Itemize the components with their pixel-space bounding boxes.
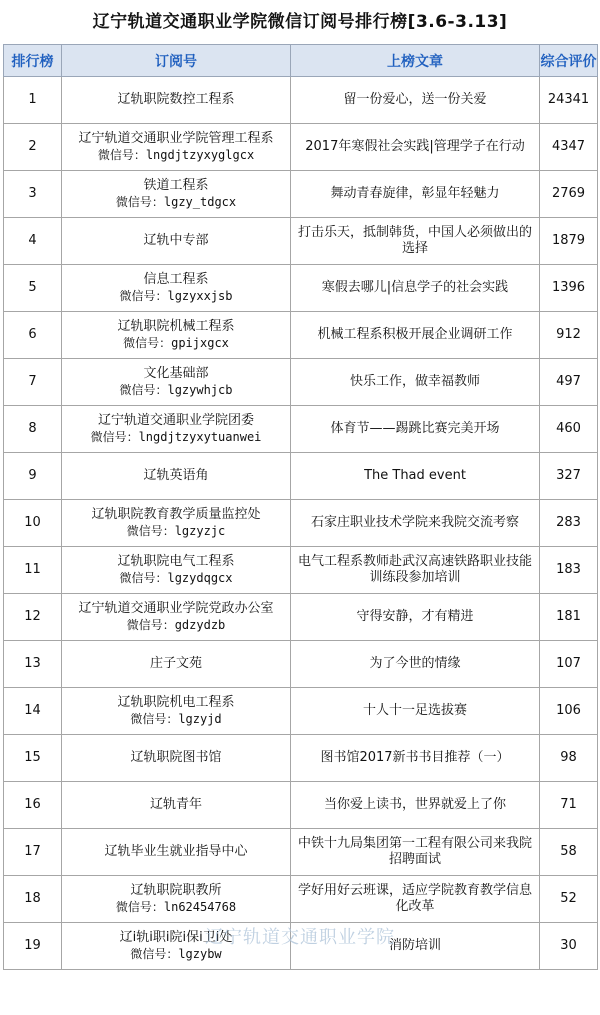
account-name: 辽轨职院职教所 — [130, 883, 222, 898]
wechat-id: 微信号：lgzybw — [130, 947, 222, 961]
article-cell: 学好用好云班课，适应学院教育教学信息化改革 — [291, 876, 540, 923]
account-name: 辽宁轨道交通职业学院团委 — [97, 413, 254, 428]
wechat-id: 微信号：gpijxgcx — [123, 336, 229, 350]
rank-cell: 5 — [4, 265, 62, 312]
score-cell: 1396 — [540, 265, 598, 312]
article-cell: 消防培训 — [291, 923, 540, 970]
article-cell: The Thad event — [291, 453, 540, 500]
account-cell — [62, 923, 291, 970]
wechat-id: 微信号：ln62454768 — [115, 900, 237, 914]
wechat-id: 微信号：lngdjtzyxytuanwei — [90, 430, 262, 444]
score-cell: 1879 — [540, 218, 598, 265]
article-cell: 电气工程系教师赴武汉高速铁路职业技能训练段参加培训 — [291, 547, 540, 594]
rank-cell: 14 — [4, 688, 62, 735]
account-cell — [62, 453, 291, 500]
account-name: 铁道工程系 — [143, 178, 209, 193]
wechat-id: 微信号：lngdjtzyxyglgcx — [97, 148, 255, 162]
account-name: 辽轨毕业生就业指导中心 — [104, 844, 248, 859]
rank-cell: 12 — [4, 594, 62, 641]
rank-cell: 16 — [4, 782, 62, 829]
article-cell: 石家庄职业技术学院来我院交流考察 — [291, 500, 540, 547]
rank-cell: 9 — [4, 453, 62, 500]
account-cell — [62, 829, 291, 876]
table-row — [4, 782, 598, 829]
wechat-id: 微信号：lgzy_tdgcx — [115, 195, 237, 209]
account-cell — [62, 876, 291, 923]
rank-cell: 13 — [4, 641, 62, 688]
rank-cell: 8 — [4, 406, 62, 453]
table-row — [4, 312, 598, 359]
account-name: 辽轨职院图书馆 — [130, 750, 222, 765]
table-row — [4, 453, 598, 500]
table-row — [4, 547, 598, 594]
account-name: 辽轨职院数控工程系 — [117, 92, 235, 107]
article-cell: 机械工程系积极开展企业调研工作 — [291, 312, 540, 359]
score-cell: 912 — [540, 312, 598, 359]
score-cell: 52 — [540, 876, 598, 923]
account-cell — [62, 124, 291, 171]
article-cell: 十人十一足选拔赛 — [291, 688, 540, 735]
score-cell: 98 — [540, 735, 598, 782]
score-cell: 497 — [540, 359, 598, 406]
score-cell: 4347 — [540, 124, 598, 171]
article-cell: 2017年寒假社会实践|管理学子在行动 — [291, 124, 540, 171]
wechat-id: 微信号：lgzydqgcx — [119, 571, 233, 585]
article-cell: 留一份爱心，送一份关爱 — [291, 77, 540, 124]
article-cell: 打击乐天，抵制韩货，中国人必须做出的选择 — [291, 218, 540, 265]
article-cell: 舞动青春旋律，彰显年轻魅力 — [291, 171, 540, 218]
article-cell: 快乐工作，做幸福教师 — [291, 359, 540, 406]
account-cell — [62, 594, 291, 641]
score-cell: 24341 — [540, 77, 598, 124]
table-row — [4, 735, 598, 782]
score-cell: 327 — [540, 453, 598, 500]
wechat-id: 微信号：gdzydzb — [126, 618, 226, 632]
account-cell — [62, 218, 291, 265]
article-cell: 寒假去哪儿|信息学子的社会实践 — [291, 265, 540, 312]
header-article: 上榜文章 — [291, 45, 540, 77]
account-name: 辽轨职院教育教学质量监控处 — [91, 507, 261, 522]
rank-cell: 2 — [4, 124, 62, 171]
table-row — [4, 688, 598, 735]
score-cell: 460 — [540, 406, 598, 453]
score-cell: 106 — [540, 688, 598, 735]
table-row — [4, 500, 598, 547]
score-cell: 181 — [540, 594, 598, 641]
table-row — [4, 265, 598, 312]
article-cell: 中铁十九局集团第一工程有限公司来我院招聘面试 — [291, 829, 540, 876]
account-cell — [62, 782, 291, 829]
account-name: 辽轨青年 — [149, 797, 202, 812]
table-row — [4, 594, 598, 641]
ranking-rows — [4, 77, 598, 970]
score-cell: 58 — [540, 829, 598, 876]
wechat-id: 微信号：lgzyzjc — [126, 524, 226, 538]
account-cell — [62, 359, 291, 406]
account-name: 辽宁轨道交通职业学院党政办公室 — [78, 601, 274, 616]
header-account: 订阅号 — [62, 45, 291, 77]
account-cell — [62, 265, 291, 312]
rank-cell: 15 — [4, 735, 62, 782]
table-row — [4, 124, 598, 171]
table-row — [4, 171, 598, 218]
account-name: 辽轨职院机电工程系 — [117, 695, 235, 710]
account-name: 辽宁轨道交通职业学院管理工程系 — [78, 131, 274, 146]
rank-cell: 3 — [4, 171, 62, 218]
header-rank: 排行榜 — [4, 45, 62, 77]
account-cell — [62, 735, 291, 782]
score-cell: 71 — [540, 782, 598, 829]
account-name: 庄子文苑 — [149, 656, 202, 671]
score-cell: 183 — [540, 547, 598, 594]
account-name: 辽轨职院电气工程系 — [117, 554, 235, 569]
account-cell — [62, 641, 291, 688]
rank-cell: 1 — [4, 77, 62, 124]
score-cell: 107 — [540, 641, 598, 688]
account-name: 辽轨英语角 — [143, 468, 209, 483]
account-cell — [62, 406, 291, 453]
account-name: 文化基础部 — [143, 366, 209, 381]
account-name: 辽i轨i职i院i保i卫i处 — [119, 930, 233, 945]
header-score: 综合评价 — [540, 45, 598, 77]
rank-cell: 11 — [4, 547, 62, 594]
table-row — [4, 876, 598, 923]
rank-cell: 7 — [4, 359, 62, 406]
table-row — [4, 923, 598, 970]
article-cell: 体育节——踢跳比赛完美开场 — [291, 406, 540, 453]
wechat-id: 微信号：lgzyjd — [130, 712, 222, 726]
page-title: 辽宁轨道交通职业学院微信订阅号排行榜[3.6-3.13] — [92, 12, 508, 32]
table-row — [4, 406, 598, 453]
ranking-table — [3, 44, 598, 970]
article-cell: 守得安静，才有精进 — [291, 594, 540, 641]
wechat-id: 微信号：lgzyxxjsb — [119, 289, 233, 303]
article-cell: 当你爱上读书，世界就爱上了你 — [291, 782, 540, 829]
watermark: 辽宁轨道交通职业学院 — [205, 927, 395, 948]
rank-cell: 19 — [4, 923, 62, 970]
account-cell — [62, 171, 291, 218]
score-cell: 283 — [540, 500, 598, 547]
table-row — [4, 218, 598, 265]
account-name: 辽轨职院机械工程系 — [117, 319, 235, 334]
rank-cell: 17 — [4, 829, 62, 876]
account-cell — [62, 312, 291, 359]
table-row — [4, 641, 598, 688]
header-row — [4, 45, 598, 77]
account-cell — [62, 547, 291, 594]
account-cell — [62, 77, 291, 124]
table-row — [4, 359, 598, 406]
rank-cell: 6 — [4, 312, 62, 359]
score-cell: 30 — [540, 923, 598, 970]
account-name: 辽轨中专部 — [143, 233, 209, 248]
table-row — [4, 829, 598, 876]
account-cell — [62, 688, 291, 735]
account-cell — [62, 500, 291, 547]
article-cell: 为了今世的情缘 — [291, 641, 540, 688]
wechat-id: 微信号：lgzywhjcb — [119, 383, 233, 397]
account-name: 信息工程系 — [143, 272, 209, 287]
rank-cell: 18 — [4, 876, 62, 923]
article-cell: 图书馆2017新书书目推荐（一） — [291, 735, 540, 782]
score-cell: 2769 — [540, 171, 598, 218]
table-row — [4, 77, 598, 124]
rank-cell: 4 — [4, 218, 62, 265]
rank-cell: 10 — [4, 500, 62, 547]
